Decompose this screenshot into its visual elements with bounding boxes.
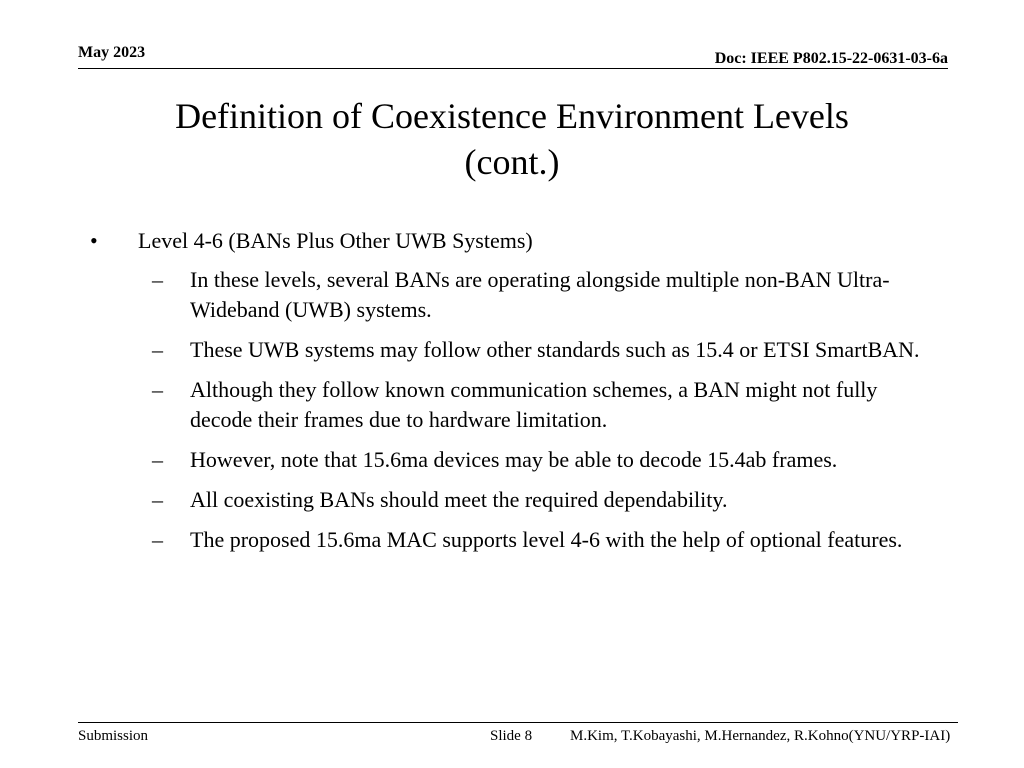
slide-body — [0, 226, 1024, 565]
slide-title — [60, 93, 964, 185]
sub-bullet — [0, 485, 1024, 515]
sub-bullet-text: The proposed 15.6ma MAC supports level 4-6 with the help of optional features. — [190, 527, 903, 552]
bullet-marker: • — [90, 228, 98, 253]
sub-bullet-text: Although they follow known communication schemes, a BAN might not fully decode their frames due to hardware limitation. — [190, 377, 878, 432]
sub-bullet-marker: – — [152, 527, 163, 552]
sub-bullet-text: These UWB systems may follow other standards such as 15.4 or ETSI SmartBAN. — [190, 337, 920, 362]
sub-bullet — [0, 375, 1024, 435]
header-date: May 2023 — [78, 44, 146, 61]
sub-bullet-text: In these levels, several BANs are operating alongside multiple non-BAN Ultra-Wideband (UWB) systems. — [190, 267, 890, 322]
sub-bullet — [0, 335, 1024, 365]
sub-bullet — [0, 525, 1024, 555]
footer-slide-number: Slide 8 — [490, 728, 533, 744]
sub-bullet-marker: – — [152, 267, 163, 292]
sub-bullet-marker: – — [152, 377, 163, 402]
header-divider — [78, 68, 948, 69]
sub-bullet-marker: – — [152, 447, 163, 472]
slide-title-line-2: (cont.) — [464, 142, 560, 182]
sub-bullet-marker: – — [152, 487, 163, 512]
header-doc-id: Doc: IEEE P802.15-22-0631-03-6a — [714, 50, 948, 67]
footer-divider — [78, 722, 958, 723]
sub-bullet-marker: – — [152, 337, 163, 362]
main-bullet — [0, 226, 1024, 256]
sub-bullet-text: However, note that 15.6ma devices may be able to decode 15.4ab frames. — [190, 447, 838, 472]
footer-authors: M.Kim, T.Kobayashi, M.Hernandez, R.Kohno(YNU/YRP-IAI) — [570, 728, 951, 744]
sub-bullet — [0, 445, 1024, 475]
sub-bullet — [0, 265, 1024, 325]
sub-bullet-text: All coexisting BANs should meet the required dependability. — [190, 487, 728, 512]
footer-submission: Submission — [78, 728, 149, 744]
main-bullet-text: Level 4-6 (BANs Plus Other UWB Systems) — [138, 228, 533, 253]
slide-title-line-1: Definition of Coexistence Environment Levels — [175, 96, 849, 136]
